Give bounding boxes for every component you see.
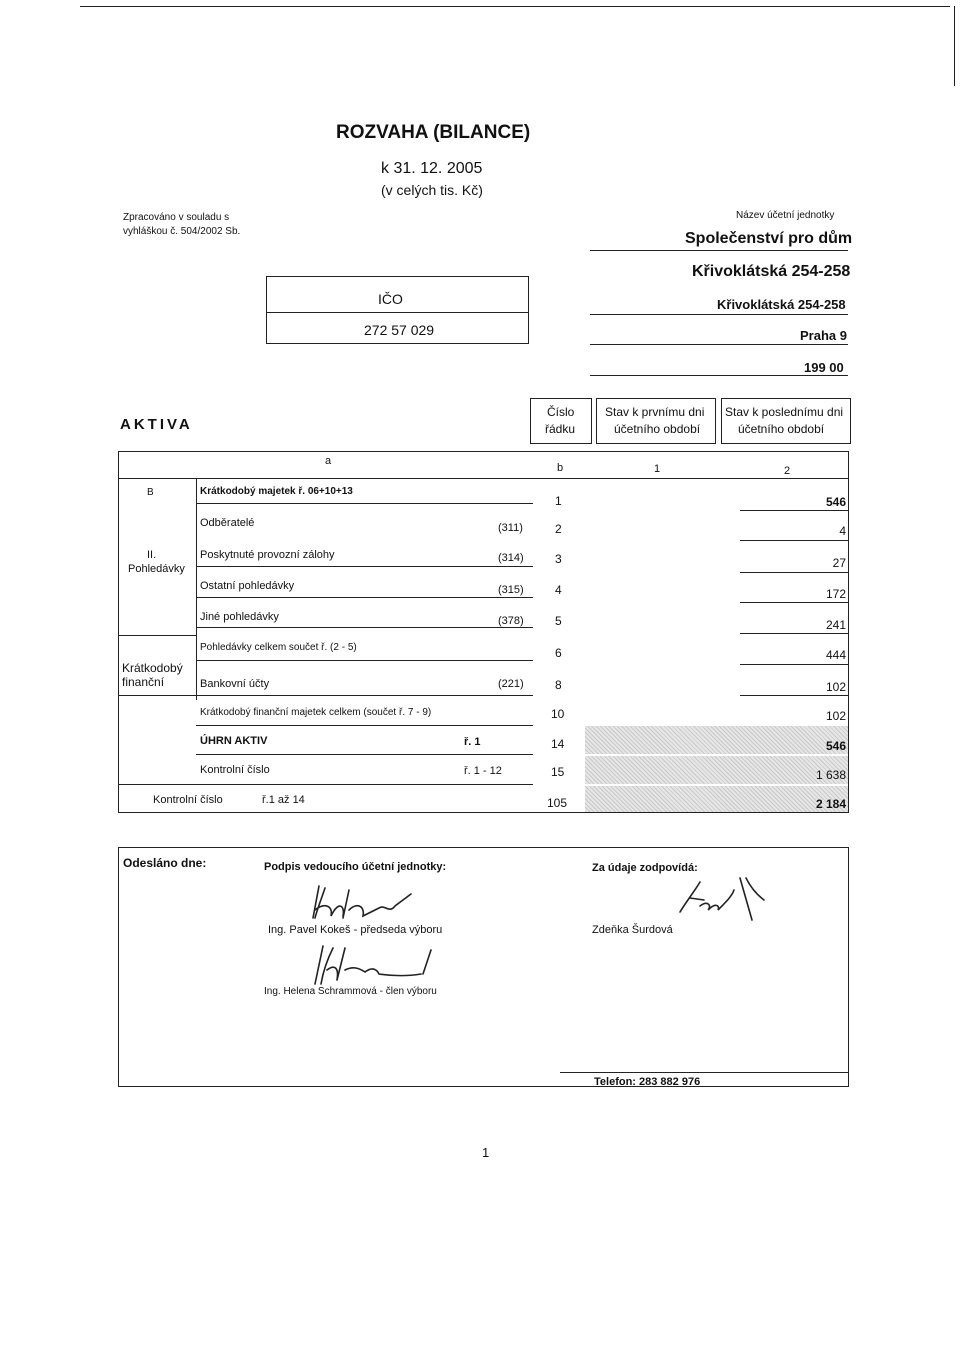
row-account: (311) [498, 522, 523, 534]
ico-divider [266, 312, 529, 313]
responsible-label: Za údaje zodpovídá: [592, 862, 698, 874]
street-line [590, 314, 848, 315]
group-kratkodoby: Krátkodobý [122, 661, 183, 675]
row-line-number: 2 [555, 522, 562, 536]
phone-number: Telefon: 283 882 976 [594, 1076, 701, 1088]
row-left-tick [196, 512, 197, 540]
row-value: 27 [832, 556, 846, 570]
row-line [118, 695, 533, 696]
column-number-2: 2 [784, 465, 791, 477]
column-letter-a: a [325, 455, 332, 467]
row-label: ÚHRN AKTIV [200, 735, 268, 747]
row-label: Kontrolní číslo [153, 794, 223, 806]
section-aktiva: AKTIVA [120, 416, 193, 433]
header-col2-line1: Stav k poslednímu dni [725, 405, 844, 419]
header-col1-line1: Stav k prvnímu dni [605, 405, 705, 419]
city-line [590, 344, 848, 345]
row-label: Bankovní účty [200, 678, 270, 690]
row-line-number: 5 [555, 614, 562, 628]
value-line [740, 602, 848, 603]
row-label: Krátkodobý majetek ř. 06+10+13 [200, 486, 353, 497]
signer1-name: Ing. Pavel Kokeš - předseda výboru [268, 924, 443, 936]
row-line [196, 754, 533, 755]
row-line [196, 725, 533, 726]
letters-row-line [118, 478, 849, 479]
value-line [740, 633, 848, 634]
signature-surdova [660, 872, 770, 932]
value-line [740, 540, 848, 541]
row-value: 102 [825, 709, 846, 723]
compliance-note-line2: vyhláškou č. 504/2002 Sb. [123, 226, 241, 237]
group-financni: finanční [122, 675, 165, 689]
page-title: ROZVAHA (BILANCE) [336, 122, 531, 143]
compliance-note-line1: Zpracováno v souladu s [123, 212, 230, 223]
row-value: 546 [825, 739, 846, 753]
row-label: Odběratelé [200, 517, 255, 529]
entity-name-continued: Křivoklátská 254-258 [692, 263, 851, 280]
value-line [740, 510, 848, 511]
row-line [196, 503, 533, 504]
row-line [118, 784, 533, 785]
row-line [196, 660, 533, 661]
header-radku: řádku [545, 422, 576, 436]
row-line-number: 15 [551, 765, 565, 779]
header-col1-line2: účetního období [614, 422, 701, 436]
group-pohledavky: Pohledávky [128, 563, 185, 575]
row-label: Ostatní pohledávky [200, 580, 295, 592]
group-b: B [147, 487, 154, 498]
row-line-number: 1 [555, 494, 562, 508]
responsible-name: Zdeňka Šurdová [592, 924, 673, 936]
row-account: ř. 1 [464, 736, 481, 748]
header-col2-line2: účetního období [738, 422, 825, 436]
row-label: Pohledávky celkem součet ř. (2 - 5) [200, 642, 357, 653]
row-account: (315) [498, 584, 524, 596]
header-cislo: Číslo [547, 405, 575, 419]
entity-zip: 199 00 [804, 360, 844, 375]
group-ii: II. [147, 549, 157, 561]
row-account: ř. 1 - 12 [464, 765, 502, 777]
row-account: (221) [498, 678, 524, 690]
row-value: 172 [825, 587, 846, 601]
entity-city: Praha 9 [800, 328, 847, 343]
signature-schrammova [305, 940, 445, 990]
row-line-number: 4 [555, 583, 562, 597]
zip-line [590, 375, 848, 376]
top-border-line [80, 6, 950, 7]
value-line [740, 664, 848, 665]
row-line [196, 597, 533, 598]
row-value: 546 [825, 495, 846, 509]
value-line [740, 572, 848, 573]
signature-kokes [305, 880, 415, 925]
phone-line [560, 1072, 849, 1073]
row-account: (314) [498, 552, 524, 564]
entity-name-line [590, 250, 848, 251]
row-value: 1 638 [815, 768, 846, 782]
row-value: 4 [839, 524, 846, 538]
row-account: ř.1 až 14 [262, 794, 305, 806]
signer2-name: Ing. Helena Schrammová - člen výboru [264, 986, 437, 997]
row-line [196, 627, 533, 628]
report-date: k 31. 12. 2005 [381, 160, 483, 177]
row-label: Kontrolní číslo [200, 764, 270, 776]
entity-street: Křivoklátská 254-258 [717, 297, 846, 312]
row-line-number: 105 [547, 796, 568, 810]
entity-name: Společenství pro dům [685, 230, 853, 247]
row-line-number: 10 [551, 707, 565, 721]
row-account: (378) [498, 615, 524, 627]
row-line-number: 6 [555, 646, 562, 660]
row-line-number: 14 [551, 737, 565, 751]
page-number: 1 [482, 1145, 490, 1160]
column-letter-b: b [557, 462, 564, 474]
value-line [740, 695, 848, 696]
ico-value: 272 57 029 [364, 322, 435, 338]
row-value: 102 [825, 680, 846, 694]
report-units: (v celých tis. Kč) [381, 182, 483, 198]
group-divider [118, 635, 196, 636]
row-line-number: 8 [555, 678, 562, 692]
row-line [196, 566, 533, 567]
sent-date-label: Odesláno dne: [123, 856, 207, 870]
entity-label: Název účetní jednotky [736, 210, 835, 221]
row-line-number: 3 [555, 552, 562, 566]
row-label: Jiné pohledávky [200, 611, 279, 623]
signature-label: Podpis vedoucího účetní jednotky: [264, 861, 447, 873]
row-value: 444 [825, 648, 846, 662]
row-value: 2 184 [815, 797, 846, 811]
top-right-edge [954, 6, 955, 86]
row-label: Krátkodobý finanční majetek celkem (součet ř. 7 - 9) [200, 707, 432, 718]
row-label: Poskytnuté provozní zálohy [200, 549, 335, 561]
row-value: 241 [825, 618, 846, 632]
ico-label: IČO [378, 291, 403, 307]
column-number-1: 1 [654, 463, 661, 475]
